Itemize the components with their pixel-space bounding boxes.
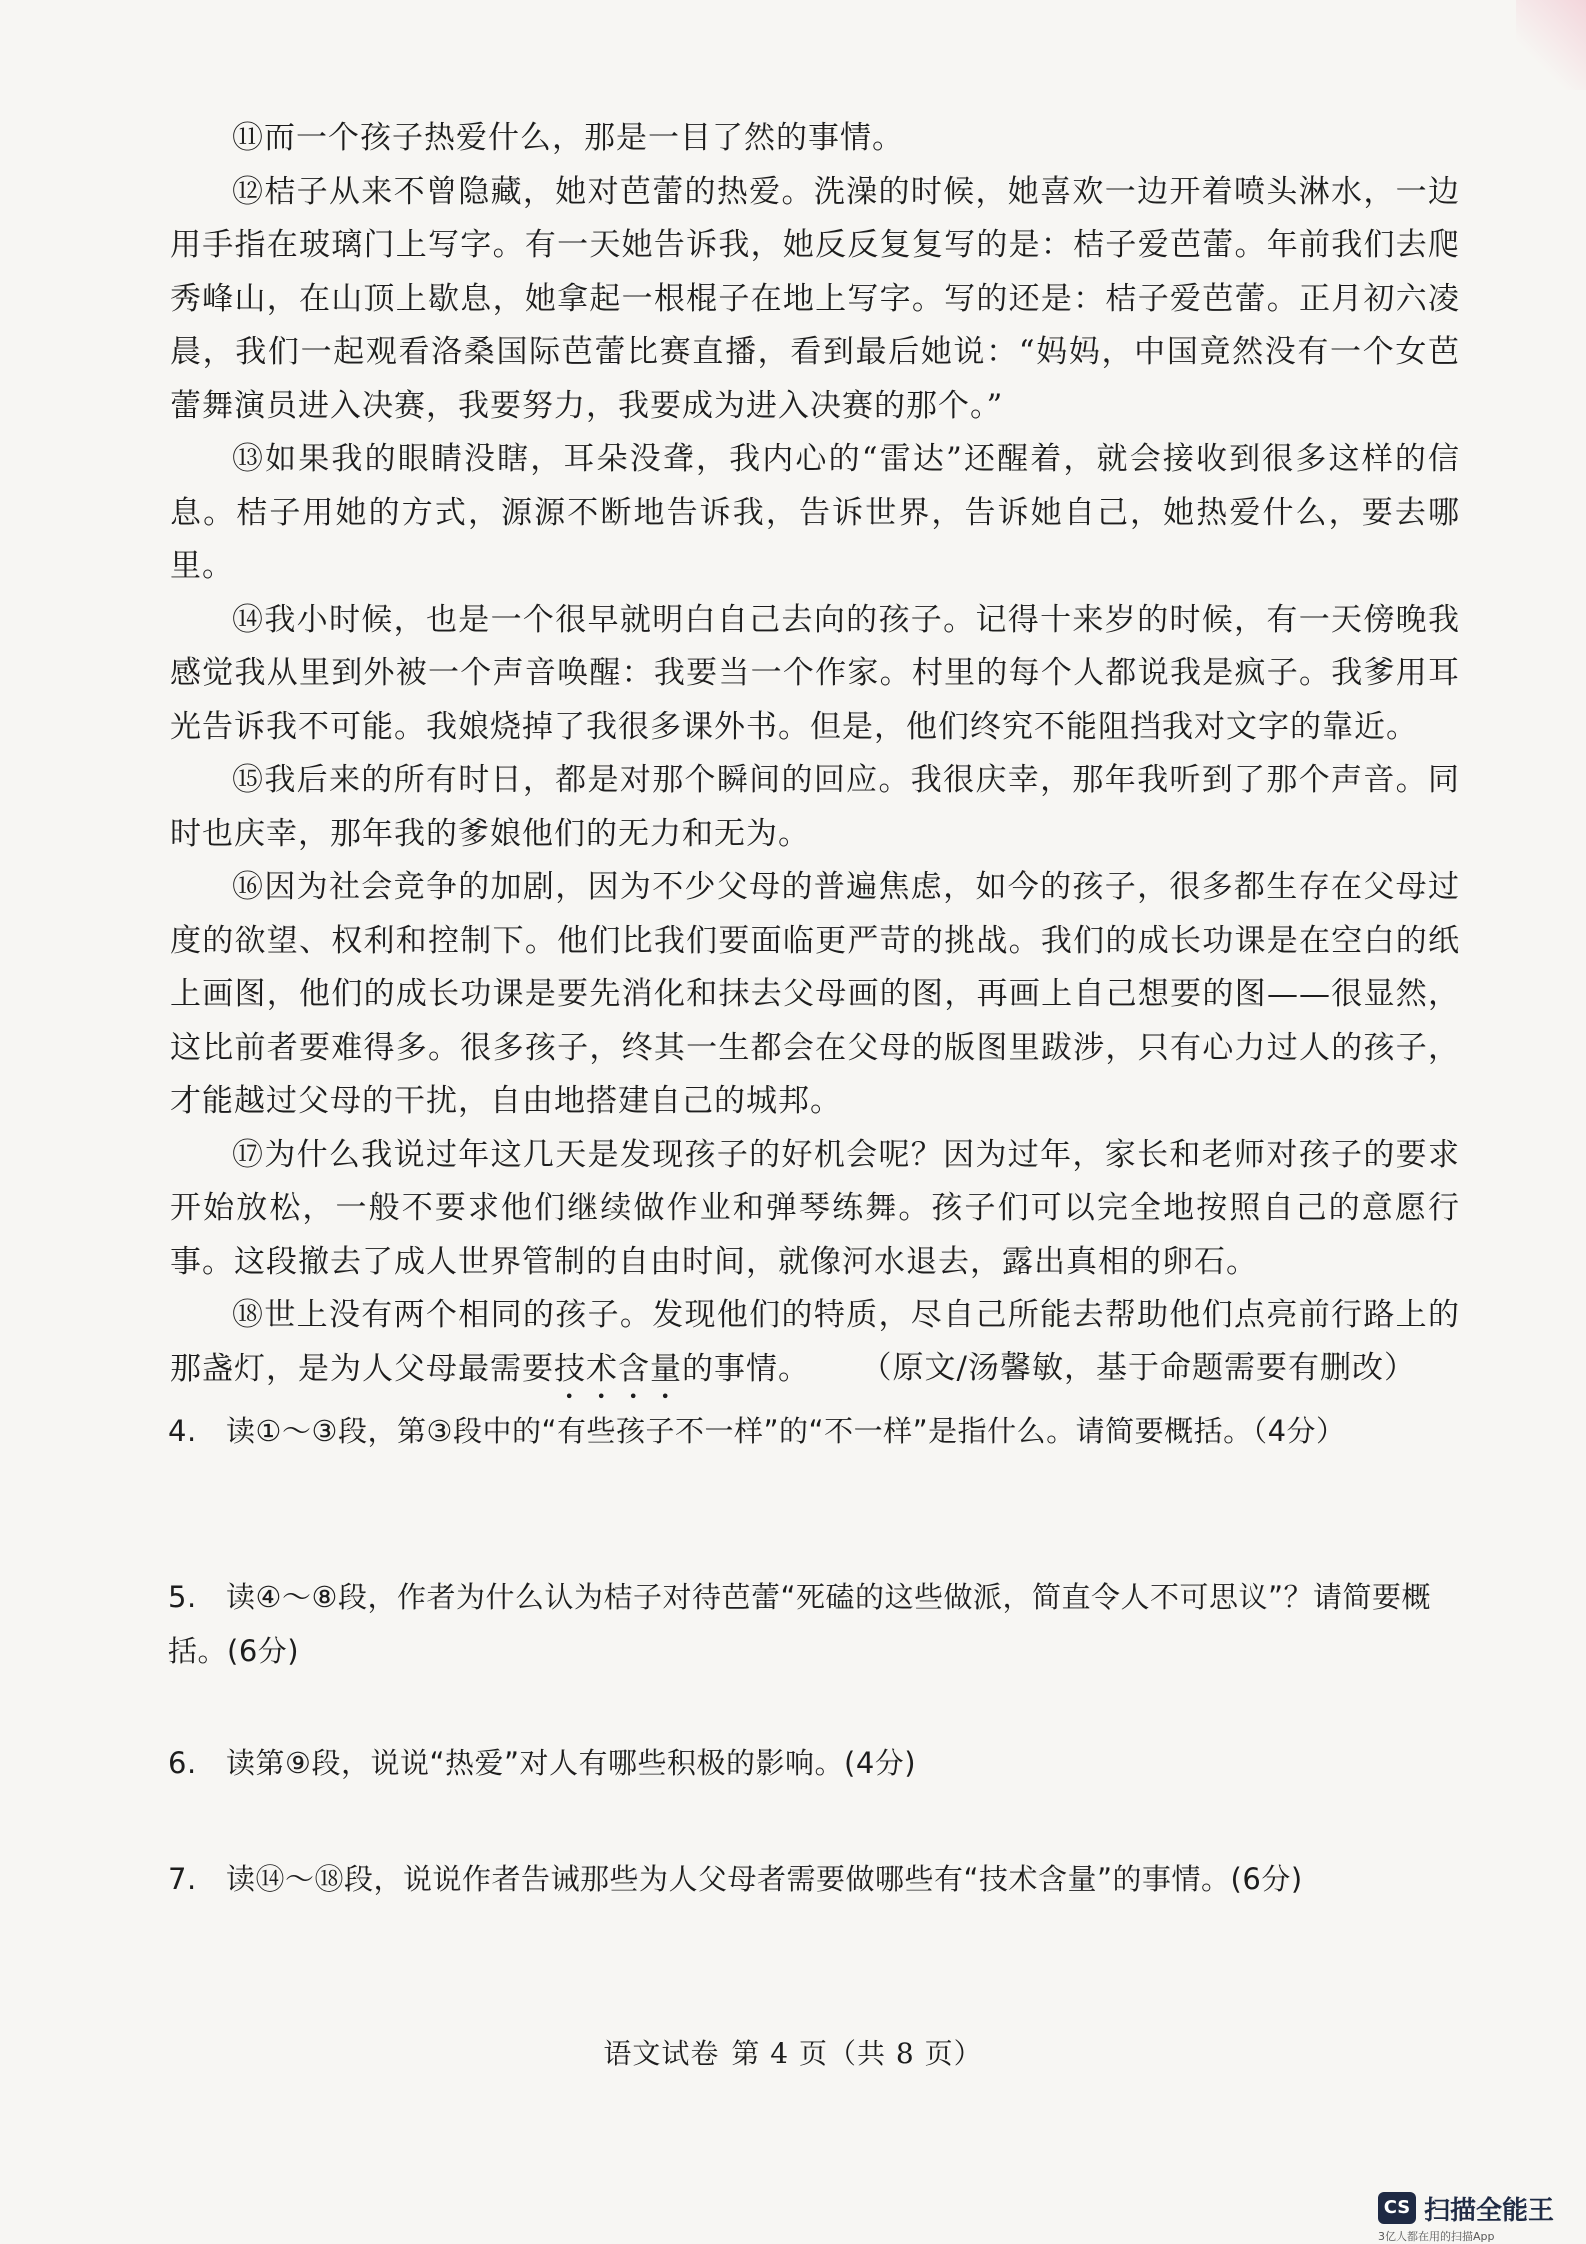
paragraph-16: ⑯因为社会竞争的加剧，因为不少父母的普遍焦虑，如今的孩子，很多都生存在父母过度的欲望、权利和控制下。他们比我们要面临更严苛的挑战。我们的成长功课是在空白的纸上画图，他们的成长功课是要先消化和抹去父母画的图，再画上自己想要的图——很显然，这比前者要难得多。很多孩子，终其一生都会在父母的版图里跋涉，只有心力过人的孩子，才能越过父母的干扰，自由地搭建自己的城邦。 bbox=[170, 869, 1460, 1119]
article-source: （原文/汤馨敏，基于命题需要有删改） bbox=[860, 1350, 1416, 1386]
scanner-tagline: 3亿人都在用的扫描App bbox=[1378, 2230, 1495, 2243]
page-corner-mark bbox=[1516, 0, 1586, 90]
paragraph-15: ⑮我后来的所有时日，都是对那个瞬间的回应。我很庆幸，那年我听到了那个声音。同时也庆幸，那年我的爹娘他们的无力和无为。 bbox=[170, 762, 1460, 852]
scanner-logo-icon: CS bbox=[1378, 2192, 1416, 2224]
paragraph-13: ⑬如果我的眼睛没瞎，耳朵没聋，我内心的“雷达”还醒着，就会接收到很多这样的信息。桔子用她的方式，源源不断地告诉我，告诉世界，告诉她自己，她热爱什么，要去哪里。 bbox=[170, 441, 1460, 584]
paragraph-18-start: ⑱世上没有两个相同的孩子。发现他们的特质，尽自己所能去帮助他们点亮前行路上的那盏灯，是为人父母最需要 bbox=[170, 1297, 1460, 1387]
paragraph-11: ⑪而一个孩子热爱什么，那是一目了然的事情。 bbox=[232, 120, 904, 156]
scanner-watermark bbox=[1378, 2190, 1578, 2242]
question-number: 4. bbox=[168, 1414, 197, 1448]
question-number: 5. bbox=[168, 1580, 197, 1614]
scanner-app-name: 扫描全能王 bbox=[1424, 2196, 1555, 2226]
question-7 bbox=[168, 1852, 1468, 1906]
question-text: 读④～⑧段，作者为什么认为桔子对待芭蕾“死磕的这些做派，简直令人不可思议”？请简要概括。(6分) bbox=[168, 1580, 1432, 1668]
question-text: 读⑭～⑱段，说说作者告诫那些为人父母者需要做哪些有“技术含量”的事情。(6分) bbox=[226, 1862, 1303, 1896]
question-4 bbox=[168, 1404, 1468, 1458]
page-footer bbox=[0, 2032, 1586, 2072]
paragraph-14: ⑭我小时候，也是一个很早就明白自己去向的孩子。记得十来岁的时候，有一天傍晚我感觉我从里到外被一个声音唤醒：我要当一个作家。村里的每个人都说我是疯子。我爹用耳光告诉我不可能。我娘烧掉了我很多课外书。但是，他们终究不能阻挡我对文字的靠近。 bbox=[170, 601, 1460, 745]
footer-page-number: 第 4 页（共 8 页） bbox=[731, 2037, 983, 2070]
emphasis-technical-content: 技术含量 bbox=[554, 1350, 682, 1387]
question-text: 读第⑨段，说说“热爱”对人有哪些积极的影响。(4分) bbox=[226, 1746, 917, 1780]
footer-subject: 语文试卷 bbox=[603, 2037, 720, 2070]
question-text: 读①～③段，第③段中的“有些孩子不一样”的“不一样”是指什么。请简要概括。（4分） bbox=[226, 1414, 1346, 1448]
article-body bbox=[170, 112, 1460, 1406]
paragraph-18-end: 的事情。 bbox=[682, 1350, 810, 1387]
paragraph-12: ⑫桔子从来不曾隐藏，她对芭蕾的热爱。洗澡的时候，她喜欢一边开着喷头淋水，一边用手指在玻璃门上写字。有一天她告诉我，她反反复复写的是：桔子爱芭蕾。年前我们去爬秀峰山，在山顶上歇息，她拿起一根棍子在地上写字。写的还是：桔子爱芭蕾。正月初六凌晨，我们一起观看洛桑国际芭蕾比赛直播，看到最后她说：“妈妈，中国竟然没有一个女芭蕾舞演员进入决赛，我要努力，我要成为进入决赛的那个。” bbox=[170, 173, 1460, 424]
question-5 bbox=[168, 1570, 1468, 1678]
question-6 bbox=[168, 1736, 1468, 1790]
question-number: 6. bbox=[168, 1746, 197, 1780]
paragraph-17: ⑰为什么我说过年这几天是发现孩子的好机会呢？因为过年，家长和老师对孩子的要求开始放松，一般不要求他们继续做作业和弹琴练舞。孩子们可以完全地按照自己的意愿行事。这段撤去了成人世界管制的自由时间，就像河水退去，露出真相的卵石。 bbox=[170, 1136, 1460, 1280]
question-number: 7. bbox=[168, 1862, 197, 1896]
